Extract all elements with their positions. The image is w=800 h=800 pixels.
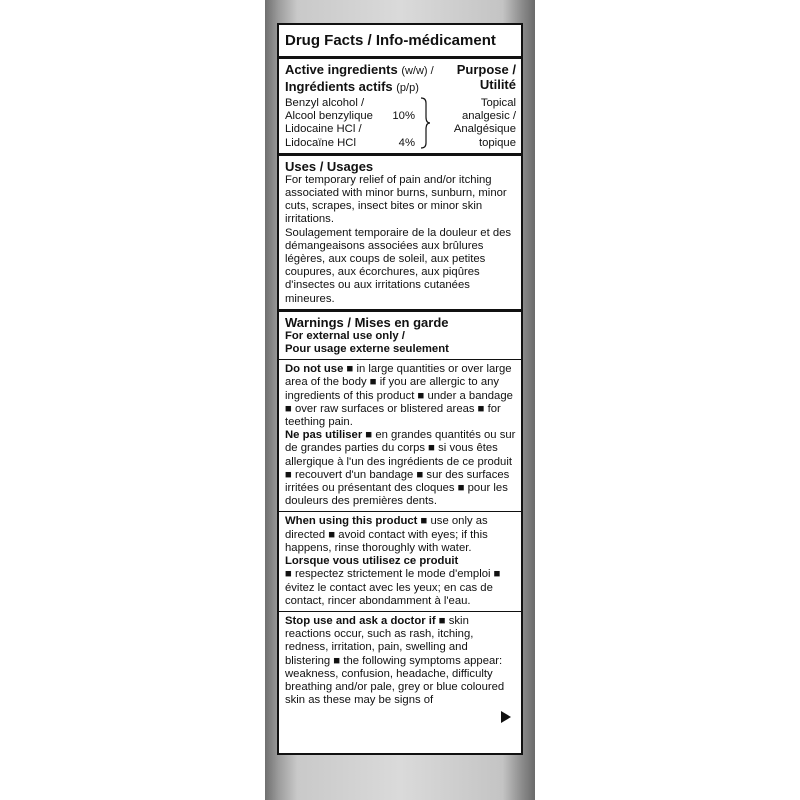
warnings-heading: Warnings / Mises en garde xyxy=(285,314,449,330)
drug-facts-panel xyxy=(277,23,523,755)
stop-use-label: Stop use and ask a doctor if xyxy=(285,614,436,627)
external-use-fr: Pour usage externe seulement xyxy=(285,343,449,356)
ingredient-purpose: Topical xyxy=(480,97,516,109)
active-heading xyxy=(285,62,434,96)
active-heading-en-unit: (w/w) / xyxy=(401,65,434,77)
purpose-heading xyxy=(457,62,516,96)
ingredient-name: Lidocaine HCl / xyxy=(285,123,362,136)
purpose-heading-en: Purpose / xyxy=(456,62,516,77)
ingredient-purpose: analgesic / xyxy=(461,110,516,123)
do-not-use-text: ■ in large quantities or over large area of the body ■ if you are allergic to any ingredients of this product ■ under a bandage ■ over raw surfaces or blistered areas ■ for teething pain. xyxy=(285,363,513,429)
ingredient-amount: 4% xyxy=(398,136,415,149)
uses-section xyxy=(279,156,521,312)
active-ingredients-section xyxy=(279,59,521,156)
active-heading-en: Active ingredients xyxy=(285,62,398,77)
ingredient-name: Alcool benzylique xyxy=(285,110,373,123)
lorsque-text: ■ respectez strictement le mode d'emploi ■ évitez le contact avec les yeux; en cas de contact, rincer abondamment à l'eau. xyxy=(285,568,501,607)
ingredient-purpose: Analgésique xyxy=(453,123,516,136)
active-heading-fr: Ingrédients actifs xyxy=(285,79,393,94)
ingredients-table xyxy=(285,97,516,150)
ingredient-name: Benzyl alcohol / xyxy=(285,97,365,109)
ingredient-amount: 10% xyxy=(392,110,415,123)
ingredient-purpose: topique xyxy=(478,136,516,149)
do-not-use-block xyxy=(285,363,516,429)
external-use-en: For external use only / xyxy=(285,329,405,342)
when-using-block xyxy=(285,515,516,555)
ne-pas-utiliser-text: ■ en grandes quantités ou sur de grandes parties du corps ■ si vous êtes allergique à l'un des ingrédients de ce produit ■ recouvert d'un bandage ■ sur des surfaces irritées ou présentant des cloques ■ pour les douleurs des premières dents. xyxy=(285,429,516,508)
when-using-label: When using this product xyxy=(285,515,418,528)
ne-pas-utiliser-label: Ne pas utiliser xyxy=(285,429,363,442)
active-heading-fr-unit: (p/p) xyxy=(396,82,419,94)
ne-pas-utiliser-block xyxy=(285,429,516,508)
continue-arrow-icon xyxy=(501,711,511,723)
stop-use-block xyxy=(285,615,516,707)
drug-facts-title: Drug Facts / Info-médicament xyxy=(279,25,521,59)
when-using-text: ■ use only as directed ■ avoid contact with eyes; if this happens, rinse thoroughly with water. xyxy=(285,515,488,554)
lorsque-label: Lorsque vous utilisez ce produit xyxy=(285,555,459,568)
uses-heading: Uses / Usages xyxy=(285,158,374,174)
purpose-heading-fr: Utilité xyxy=(479,77,516,92)
brace-icon xyxy=(415,97,435,150)
ingredient-amount xyxy=(389,97,415,110)
warnings-section xyxy=(279,312,521,732)
ingredient-name: Lidocaïne HCl xyxy=(285,136,356,149)
do-not-use-label: Do not use xyxy=(285,363,344,376)
stop-use-text: ■ skin reactions occur, such as rash, itching, redness, irritation, pain, swelling and blistering ■ the following symptoms appear: weakness, confusion, headache, difficulty breathing and/or pale, grey or blue coloured skin as these may be signs of xyxy=(285,614,505,707)
divider xyxy=(279,511,521,512)
divider xyxy=(279,359,521,360)
uses-text-en: For temporary relief of pain and/or itching associated with minor burns, sunburn, minor cuts, scrapes, insect bites or minor skin irritations. xyxy=(285,173,507,226)
uses-text-fr: Soulagement temporaire de la douleur et des démangeaisons associées aux brûlures légères, aux coups de soleil, aux petites coupures, aux écorchures, aux piqûres d'insectes ou aux irritations cutanées mineures. xyxy=(285,226,512,305)
divider xyxy=(279,611,521,612)
ingredient-amount xyxy=(389,123,415,136)
active-ingredients-header xyxy=(285,62,516,96)
